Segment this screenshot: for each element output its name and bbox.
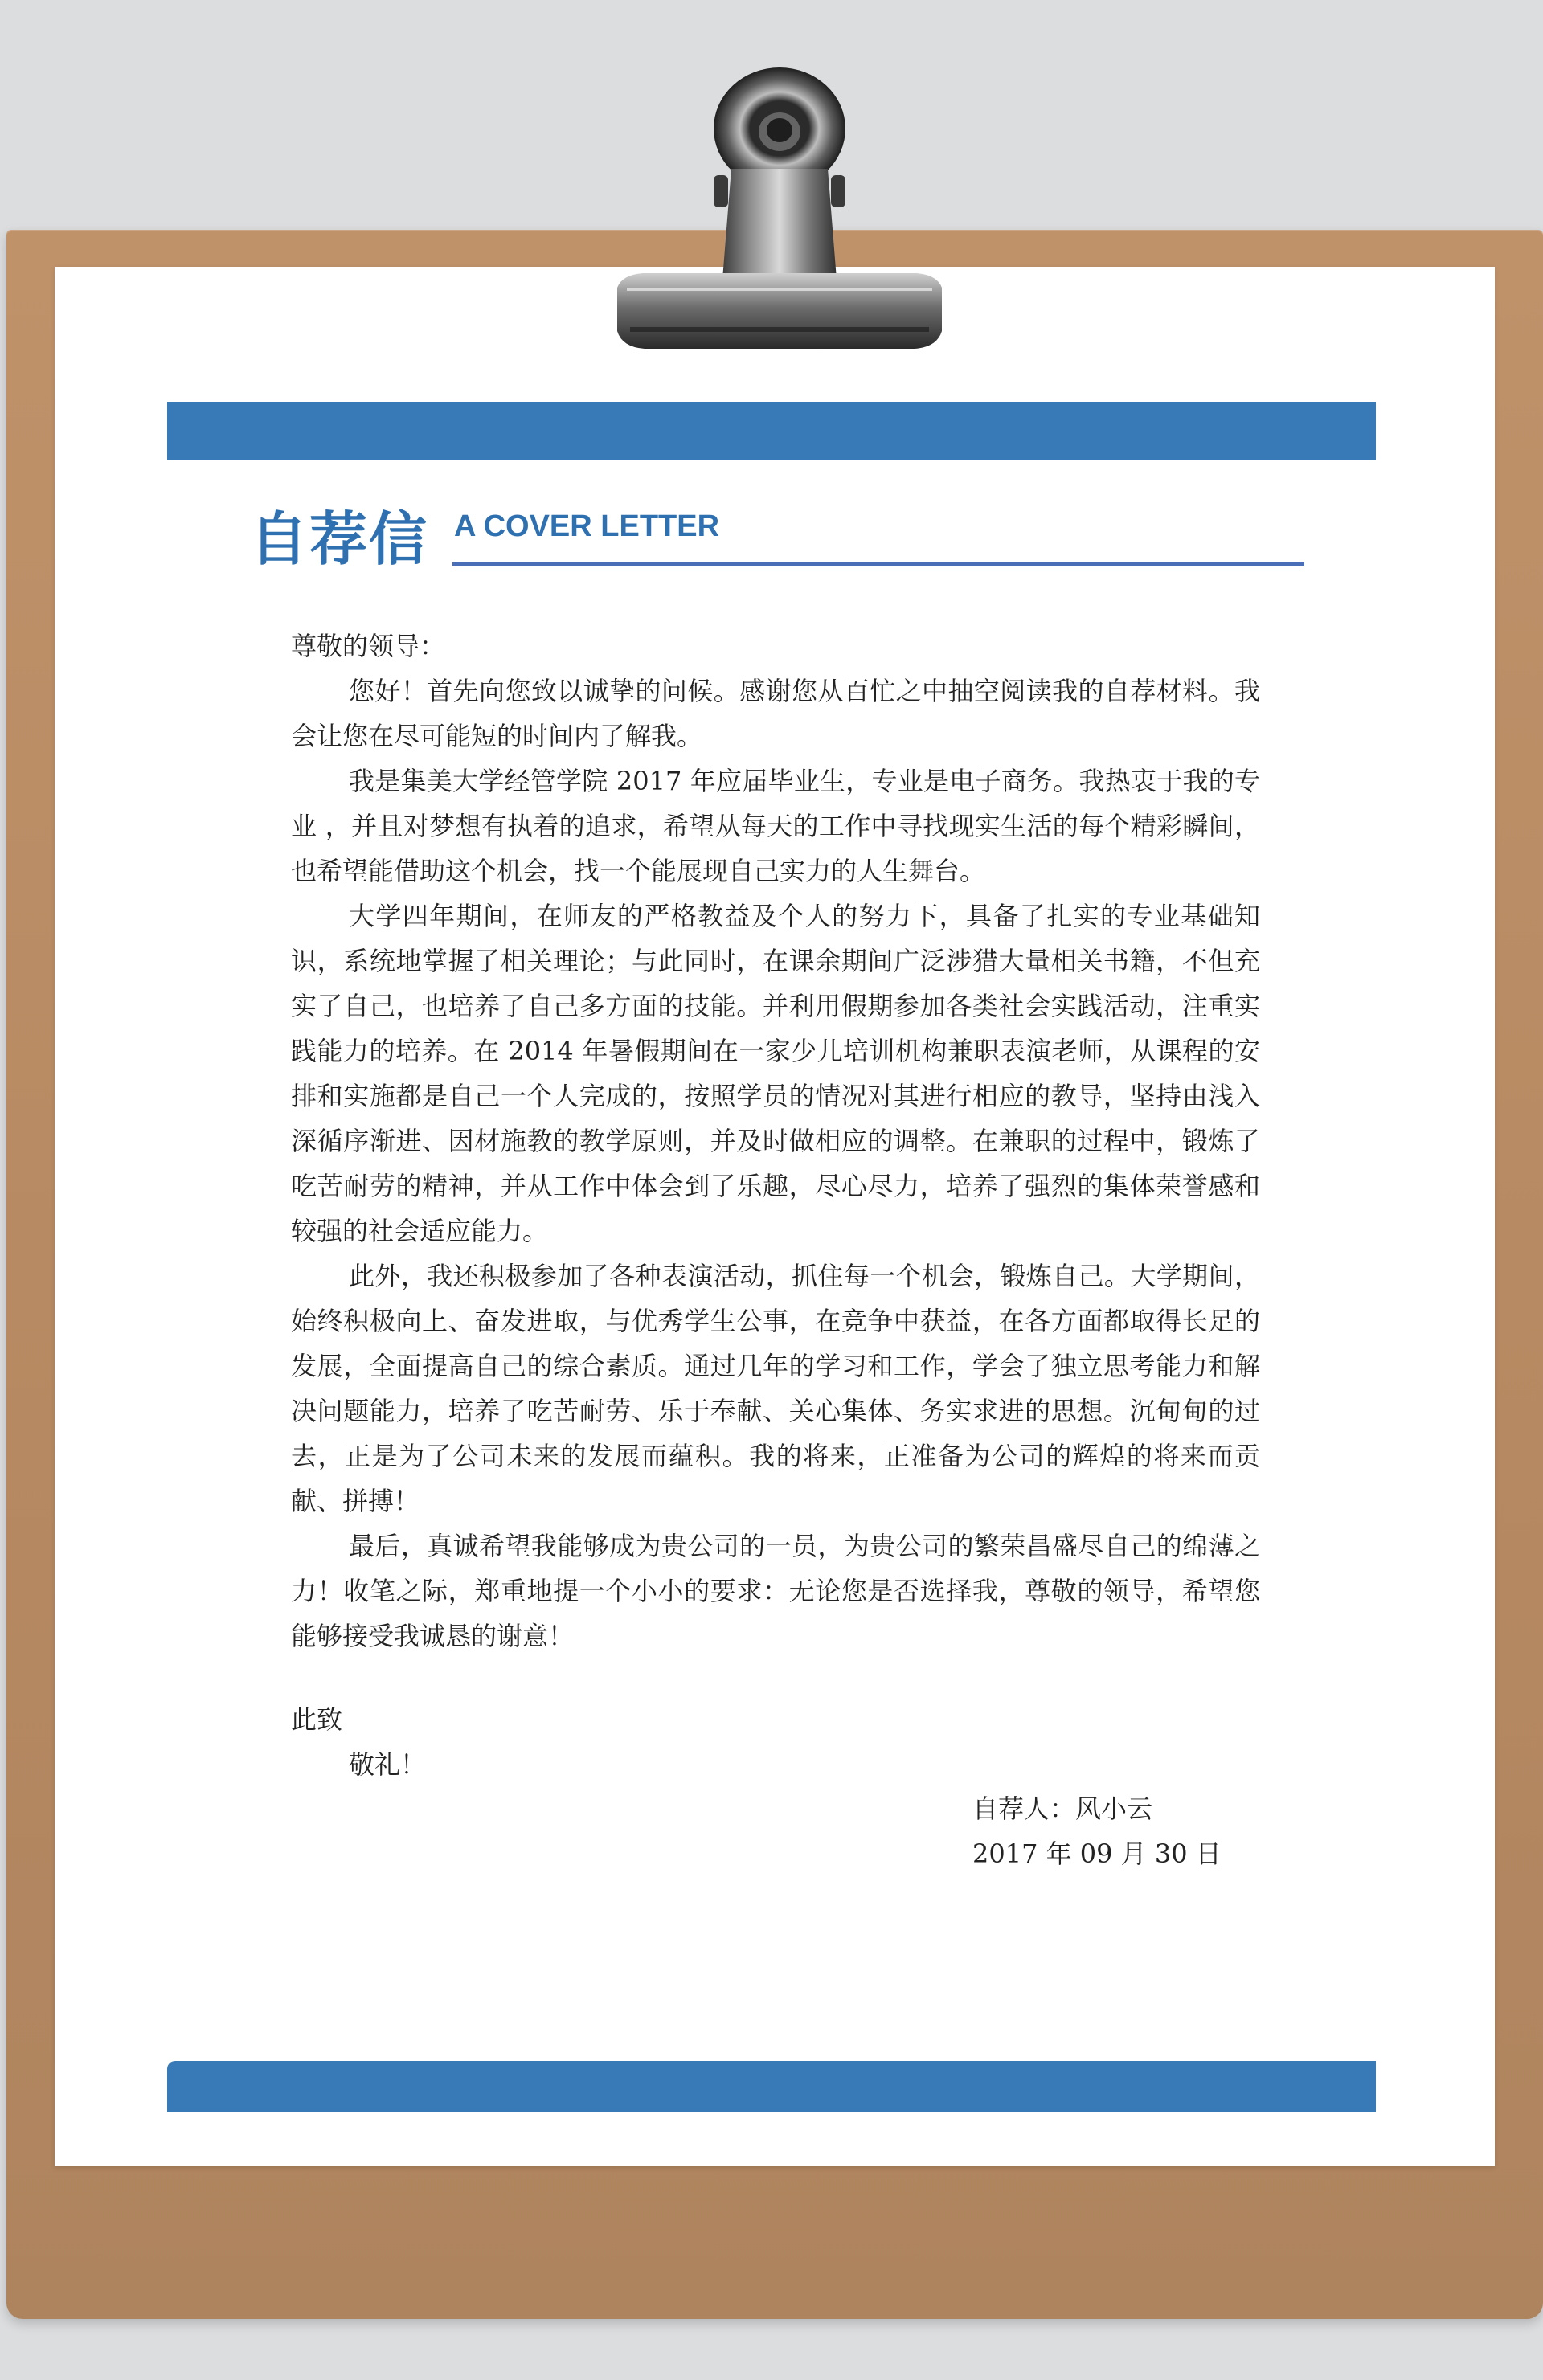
paragraph-introduction: 我是集美大学经管学院 2017 年应届毕业生，专业是电子商务。我热衷于我的专业 ，并且对梦想有执着的追求，希望从每天的工作中寻找现实生活的每个精彩瞬间，也希望能借助这个机会，找一个能展现自己实力的人生舞台。 (291, 766, 1260, 886)
page-subtitle: A COVER LETTER (454, 509, 720, 543)
signer-name: 自荐人：风小云 (972, 1793, 1153, 1824)
paragraph-greeting: 您好！首先向您致以诚挚的问候。感谢您从百忙之中抽空阅读我的自荐材料。我会让您在尽可能短的时间内了解我。 (291, 676, 1260, 751)
paragraph-conclusion: 最后，真诚希望我能够成为贵公司的一员，为贵公司的繁荣昌盛尽自己的绵薄之力！收笔之际，郑重地提一个小小的要求：无论您是否选择我，尊敬的领导，希望您能够接受我诚恳的谢意！ (291, 1531, 1260, 1651)
paragraph-activities: 此外，我还积极参加了各种表演活动，抓住每一个机会，锻炼自己。大学期间，始终积极向上、奋发进取，与优秀学生公事，在竞争中获益，在各方面都取得长足的发展，全面提高自己的综合素质。通过几年的学习和工作，学会了独立思考能力和解决问题能力，培养了吃苦耐劳、乐于奉献、关心集体、务实求进的思想。沉甸甸的过去，正是为了公司未来的发展而蕴积。我的将来，正准备为公司的辉煌的将来而贡献、拼搏！ (291, 1261, 1260, 1516)
binder-clip-icon (611, 48, 948, 354)
closing-line-1: 此致 (291, 1704, 343, 1735)
salutation: 尊敬的领导： (291, 631, 446, 661)
signature-date: 2017 年 09 月 30 日 (972, 1838, 1222, 1869)
page-title: 自荐信 (250, 505, 429, 573)
closing-line-2: 敬礼！ (349, 1749, 427, 1780)
title-underline (452, 562, 1304, 566)
letter-body (291, 669, 1260, 1658)
footer-accent-bar (167, 2061, 1376, 2112)
header-accent-bar (167, 402, 1376, 460)
paragraph-university: 大学四年期间，在师友的严格教益及个人的努力下，具备了扎实的专业基础知识，系统地掌握了相关理论；与此同时，在课余期间广泛涉猎大量相关书籍，不但充实了自己，也培养了自己多方面的技能。并利用假期参加各类社会实践活动，注重实践能力的培养。在 2014 年暑假期间在一家少儿培训机构兼职表演老师，从课程的安排和实施都是自己一个人完成的，按照学员的情况对其进行相应的教导，坚持由浅入深循序渐进、因材施教的教学原则，并及时做相应的调整。在兼职的过程中，锻炼了吃苦耐劳的精神，并从工作中体会到了乐趣，尽心尽力，培养了强烈的集体荣誉感和较强的社会适应能力。 (291, 901, 1260, 1246)
